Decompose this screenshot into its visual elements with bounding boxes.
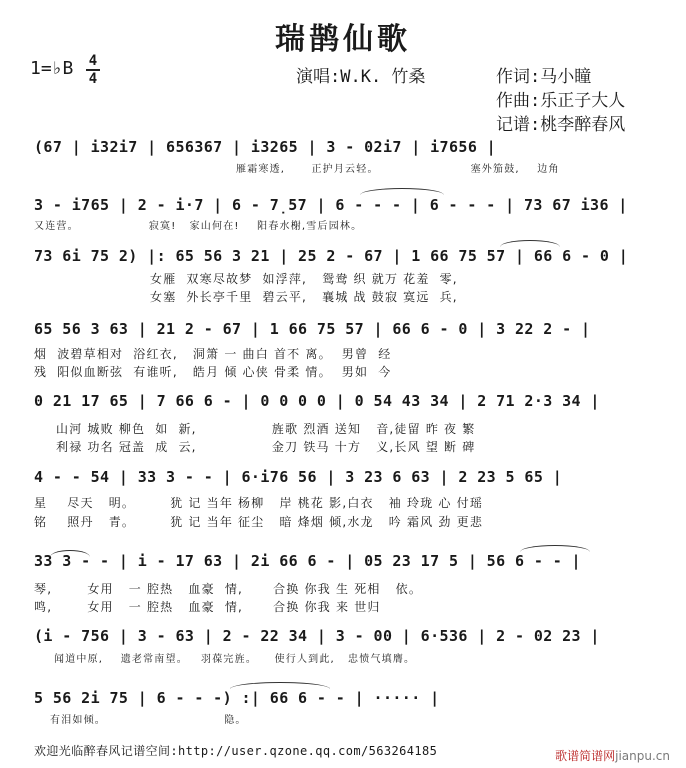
score-row-1-lyric: 雁霜寒透, 正护月云轻。 塞外笳鼓, 边角: [236, 164, 560, 175]
score-row-6-notes: 4 - - 54 | 33 3 - - | 6·i76 56 | 3 23 6 63 | 2 23 5 65 |: [34, 468, 563, 486]
score-row-4-lyric-2: 残 阳似血断弦 有谁听, 皓月 倾 心侠 骨柔 情。 男如 今: [34, 365, 392, 379]
score-row-4-lyric-1: 烟 波碧草相对 浴红衣, 洞箫 一 曲白 首不 离。 男曾 经: [34, 347, 392, 361]
score-row-5-lyric-1: 山河 城败 柳色 如 新, 旌歌 烈酒 送知 音,徒留 昨 夜 繁: [56, 422, 476, 436]
score-row-6-lyric-1: 星 尽天 明。 犹 记 当年 杨柳 岸 桃花 影,白衣 袖 玲珑 心 付瑶: [34, 496, 484, 510]
score-row-8-lyric: 闻道中原, 遗老常南望。 羽葆完旌。 使行人到此, 忠愤气填膺。: [54, 654, 416, 665]
score-row-9-notes: 5 56 2i 75 | 6 - - -) :| 66 6 - - | ····· |: [34, 689, 440, 707]
score-row-4-notes: 65 56 3 63 | 21 2 - 67 | 1 66 75 57 | 66 6 - 0 | 3 22 2 - |: [34, 320, 591, 338]
footer-text: 欢迎光临醉春风记谱空间:http://user.qzone.qq.com/563264185: [34, 744, 438, 758]
score-row-3-notes: 73 6i 75 2) |: 65 56 3 21 | 25 2 - 67 | 1 66 75 57 | 66 6 - 0 |: [34, 247, 629, 265]
score-row-7-lyric-2: 鸣, 女用 一 腔热 血豪 情, 合换 你我 来 世归: [34, 600, 381, 614]
slur: [230, 682, 330, 689]
slur: [360, 188, 444, 195]
score-row-6-lyric-2: 铭 照丹 青。 犹 记 当年 征尘 暗 烽烟 倾,水龙 吟 霜风 劲 更悲: [34, 515, 484, 529]
lyricist-credit: 作词:马小瞳: [496, 67, 592, 87]
score-row-5-notes: 0 21 17 65 | 7 66 6 - | 0 0 0 0 | 0 54 43 34 | 2 71 2·3 34 |: [34, 392, 600, 410]
time-signature-bottom: 4: [88, 71, 98, 87]
page-title: 瑞鹊仙歌: [275, 22, 411, 57]
score-row-5-lyric-2: 利禄 功名 冠盖 成 云, 金刀 铁马 十方 义,长风 望 断 碑: [56, 440, 476, 454]
time-signature-top: 4: [88, 53, 98, 69]
watermark-site-name: 歌谱简谱网: [555, 749, 616, 763]
key-signature: 1=♭B: [30, 58, 74, 79]
singer-credit: 演唱:W.K. 竹桑: [296, 67, 426, 87]
score-row-9-lyric: 有泪如倾。 隐。: [50, 715, 247, 726]
transcriber-credit: 记谱:桃李醉春风: [496, 115, 626, 135]
score-row-3-lyric-2: 女塞 外长亭千里 碧云平, 襄城 战 鼓寂 寞远 兵,: [150, 290, 458, 304]
score-row-7-lyric-1: 琴, 女用 一 腔热 血豪 情, 合换 你我 生 死相 依。: [34, 582, 423, 596]
time-signature: [86, 54, 100, 86]
composer-credit: 作曲:乐正子大人: [496, 91, 626, 111]
score-row-1-notes: (67 | i32i7 | 656367 | i3265 | 3 - 02i7 | i7656 |: [34, 138, 497, 156]
score-row-8-notes: (i - 756 | 3 - 63 | 2 - 22 34 | 3 - 00 | 6·536 | 2 - 02 23 |: [34, 627, 600, 645]
slur: [50, 550, 90, 557]
score-row-7-notes: 33 3 - - | i - 17 63 | 2i 66 6 - | 05 23 17 5 | 56 6 - - |: [34, 552, 581, 570]
slur: [520, 545, 590, 552]
score-row-2-notes: 3 - i765 | 2 - i·7 | 6 - 7̣57 | 6 - - - | 6 - - - | 73 67 i36 |: [34, 196, 628, 214]
score-row-2-lyric: 又连营。 寂寞! 家山何在! 阳春水榭,雪后园林。: [34, 221, 363, 232]
slur: [500, 240, 560, 247]
watermark: [547, 733, 670, 764]
score-row-3-lyric-1: 女雁 双寒尽故梦 如浮萍, 鸳鸯 织 就万 花羞 零,: [150, 272, 458, 286]
watermark-site-domain: jianpu.cn: [615, 749, 670, 763]
